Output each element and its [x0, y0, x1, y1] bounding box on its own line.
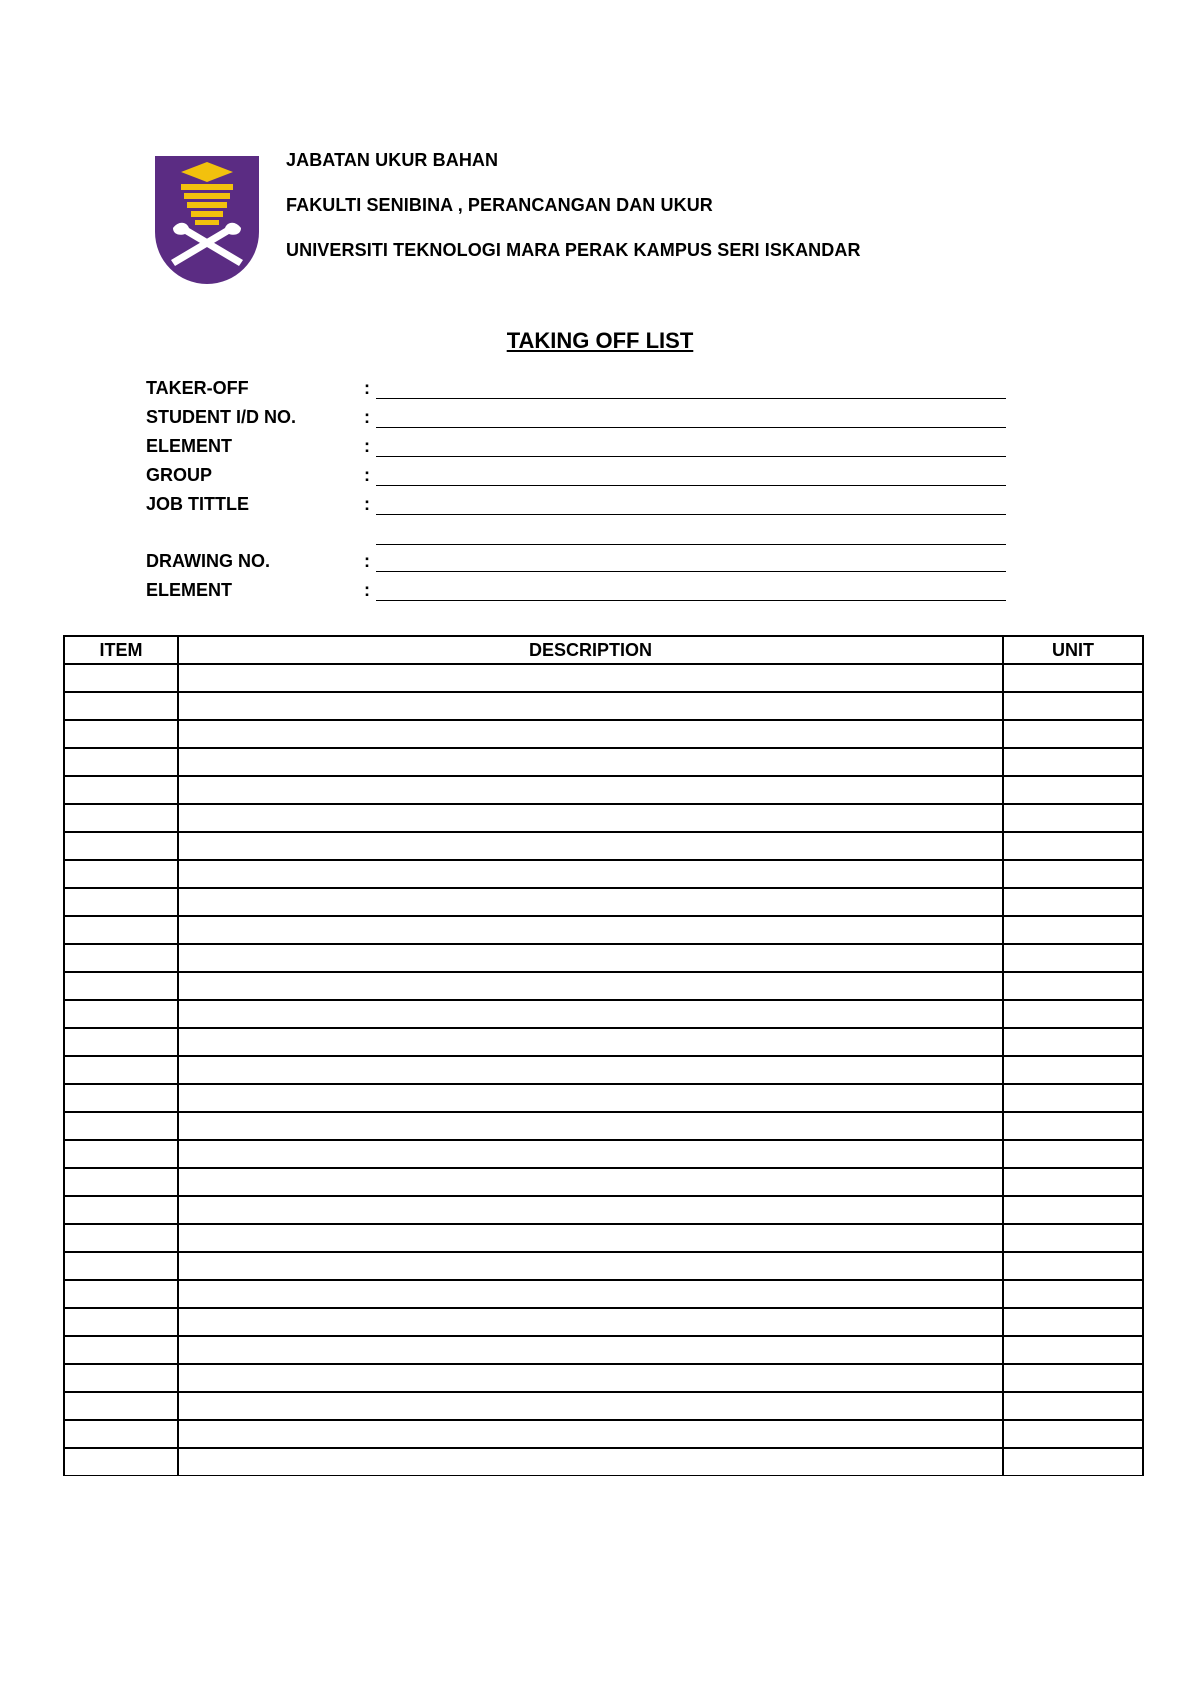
field-colon: : — [364, 407, 370, 427]
item-cell[interactable] — [64, 972, 178, 1000]
table-row — [64, 804, 1143, 832]
unit-cell[interactable] — [1003, 804, 1143, 832]
field-colon: : — [364, 465, 370, 485]
table-row — [64, 1364, 1143, 1392]
description-cell[interactable] — [178, 776, 1003, 804]
table-row — [64, 916, 1143, 944]
unit-cell[interactable] — [1003, 888, 1143, 916]
table-row — [64, 944, 1143, 972]
table-row — [64, 692, 1143, 720]
field-colon: : — [364, 378, 370, 398]
department-name: JABATAN UKUR BAHAN — [286, 150, 499, 170]
unit-cell[interactable] — [1003, 1308, 1143, 1336]
description-cell[interactable] — [178, 832, 1003, 860]
unit-cell[interactable] — [1003, 776, 1143, 804]
description-cell[interactable] — [178, 972, 1003, 1000]
description-cell[interactable] — [178, 720, 1003, 748]
table-row — [64, 748, 1143, 776]
unit-cell[interactable] — [1003, 832, 1143, 860]
field-input-line[interactable] — [376, 485, 1006, 486]
item-cell[interactable] — [64, 1392, 178, 1420]
item-cell[interactable] — [64, 1112, 178, 1140]
field-colon: : — [364, 580, 370, 600]
item-cell[interactable] — [64, 1168, 178, 1196]
table-row — [64, 776, 1143, 804]
field-input-line[interactable] — [376, 544, 1006, 545]
item-cell[interactable] — [64, 1364, 178, 1392]
unit-cell[interactable] — [1003, 1196, 1143, 1224]
description-cell[interactable] — [178, 748, 1003, 776]
field-input-line[interactable] — [376, 427, 1006, 428]
description-cell[interactable] — [178, 860, 1003, 888]
item-cell[interactable] — [64, 1000, 178, 1028]
item-cell[interactable] — [64, 1196, 178, 1224]
table-row — [64, 888, 1143, 916]
unit-cell[interactable] — [1003, 1084, 1143, 1112]
description-cell[interactable] — [178, 1364, 1003, 1392]
item-cell[interactable] — [64, 720, 178, 748]
item-cell[interactable] — [64, 1084, 178, 1112]
item-cell[interactable] — [64, 944, 178, 972]
item-cell[interactable] — [64, 664, 178, 692]
table-row — [64, 1280, 1143, 1308]
table-row — [64, 1196, 1143, 1224]
field-label: GROUP — [146, 465, 213, 485]
university-crest-logo — [155, 156, 259, 284]
item-cell[interactable] — [64, 1056, 178, 1084]
unit-cell[interactable] — [1003, 1224, 1143, 1252]
unit-cell[interactable] — [1003, 1280, 1143, 1308]
description-cell[interactable] — [178, 1252, 1003, 1280]
unit-cell[interactable] — [1003, 1000, 1143, 1028]
description-cell[interactable] — [178, 1168, 1003, 1196]
page-title: TAKING OFF LIST — [506, 328, 694, 353]
unit-cell[interactable] — [1003, 1028, 1143, 1056]
field-colon: : — [364, 551, 370, 571]
table-row — [64, 1448, 1143, 1476]
unit-cell[interactable] — [1003, 664, 1143, 692]
description-cell[interactable] — [178, 692, 1003, 720]
field-label: ELEMENT — [146, 436, 233, 456]
unit-cell[interactable] — [1003, 1392, 1143, 1420]
unit-cell[interactable] — [1003, 860, 1143, 888]
unit-cell[interactable] — [1003, 1336, 1143, 1364]
table-row — [64, 1168, 1143, 1196]
table-row — [64, 1140, 1143, 1168]
field-colon: : — [364, 436, 370, 456]
unit-cell[interactable] — [1003, 692, 1143, 720]
unit-cell[interactable] — [1003, 1140, 1143, 1168]
table-row — [64, 972, 1143, 1000]
unit-cell[interactable] — [1003, 1448, 1143, 1476]
description-cell[interactable] — [178, 1140, 1003, 1168]
field-input-line[interactable] — [376, 398, 1006, 399]
description-cell[interactable] — [178, 804, 1003, 832]
item-cell[interactable] — [64, 1420, 178, 1448]
unit-cell[interactable] — [1003, 1168, 1143, 1196]
description-cell[interactable] — [178, 1280, 1003, 1308]
item-cell[interactable] — [64, 1336, 178, 1364]
description-cell[interactable] — [178, 1196, 1003, 1224]
description-cell[interactable] — [178, 888, 1003, 916]
field-input-line[interactable] — [376, 456, 1006, 457]
description-cell[interactable] — [178, 1056, 1003, 1084]
unit-cell[interactable] — [1003, 1112, 1143, 1140]
description-cell[interactable] — [178, 1308, 1003, 1336]
item-cell[interactable] — [64, 1140, 178, 1168]
university-name: UNIVERSITI TEKNOLOGI MARA PERAK KAMPUS SERI ISKANDAR — [286, 240, 861, 260]
table-row — [64, 1336, 1143, 1364]
unit-cell[interactable] — [1003, 720, 1143, 748]
description-cell[interactable] — [178, 1392, 1003, 1420]
description-cell[interactable] — [178, 1112, 1003, 1140]
description-cell[interactable] — [178, 1028, 1003, 1056]
table-row — [64, 1000, 1143, 1028]
description-cell[interactable] — [178, 944, 1003, 972]
table-row — [64, 1112, 1143, 1140]
item-cell[interactable] — [64, 804, 178, 832]
item-cell[interactable] — [64, 832, 178, 860]
item-cell[interactable] — [64, 1280, 178, 1308]
table-row — [64, 720, 1143, 748]
unit-cell[interactable] — [1003, 1364, 1143, 1392]
table-row — [64, 1392, 1143, 1420]
item-cell[interactable] — [64, 1308, 178, 1336]
taking-off-table — [63, 635, 1144, 1476]
unit-cell[interactable] — [1003, 972, 1143, 1000]
column-header-item: ITEM — [64, 636, 178, 664]
description-cell[interactable] — [178, 1448, 1003, 1476]
column-header-unit: UNIT — [1003, 636, 1143, 664]
field-input-line[interactable] — [376, 571, 1006, 572]
description-cell[interactable] — [178, 1084, 1003, 1112]
item-cell[interactable] — [64, 888, 178, 916]
field-label: ELEMENT — [146, 580, 233, 600]
unit-cell[interactable] — [1003, 1252, 1143, 1280]
faculty-name: FAKULTI SENIBINA , PERANCANGAN DAN UKUR — [286, 195, 713, 215]
table-row — [64, 860, 1143, 888]
item-cell[interactable] — [64, 860, 178, 888]
field-label: DRAWING NO. — [146, 551, 270, 571]
unit-cell[interactable] — [1003, 1420, 1143, 1448]
table-row — [64, 1224, 1143, 1252]
table-row — [64, 1084, 1143, 1112]
table-row — [64, 832, 1143, 860]
item-cell[interactable] — [64, 748, 178, 776]
field-label: JOB TITTLE — [146, 494, 249, 514]
item-cell[interactable] — [64, 1224, 178, 1252]
field-label: STUDENT I/D NO. — [146, 407, 297, 427]
item-cell[interactable] — [64, 1448, 178, 1476]
column-header-description: DESCRIPTION — [178, 636, 1003, 664]
description-cell[interactable] — [178, 1420, 1003, 1448]
field-input-line[interactable] — [376, 514, 1006, 515]
item-cell[interactable] — [64, 692, 178, 720]
description-cell[interactable] — [178, 1224, 1003, 1252]
unit-cell[interactable] — [1003, 944, 1143, 972]
item-cell[interactable] — [64, 1252, 178, 1280]
table-row — [64, 1252, 1143, 1280]
field-label: TAKER-OFF — [146, 378, 249, 398]
description-cell[interactable] — [178, 916, 1003, 944]
table-row — [64, 1308, 1143, 1336]
table-row — [64, 664, 1143, 692]
description-cell[interactable] — [178, 1336, 1003, 1364]
description-cell[interactable] — [178, 664, 1003, 692]
field-input-line[interactable] — [376, 600, 1006, 601]
item-cell[interactable] — [64, 916, 178, 944]
unit-cell[interactable] — [1003, 1056, 1143, 1084]
description-cell[interactable] — [178, 1000, 1003, 1028]
table-row — [64, 1028, 1143, 1056]
table-row — [64, 1420, 1143, 1448]
unit-cell[interactable] — [1003, 916, 1143, 944]
table-row — [64, 1056, 1143, 1084]
item-cell[interactable] — [64, 776, 178, 804]
unit-cell[interactable] — [1003, 748, 1143, 776]
field-colon: : — [364, 494, 370, 514]
item-cell[interactable] — [64, 1028, 178, 1056]
